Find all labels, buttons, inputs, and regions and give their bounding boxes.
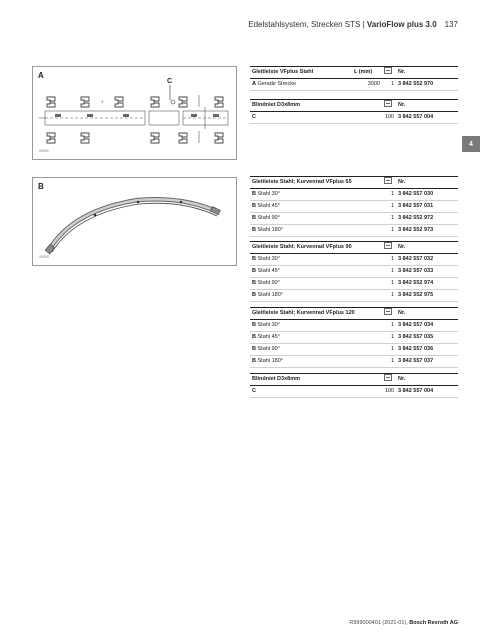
package-icon: [384, 308, 392, 319]
nr-header: Nr.: [398, 102, 406, 108]
table-header: [250, 373, 458, 386]
nr-header: Nr.: [398, 244, 406, 250]
length-value: 3000: [367, 81, 380, 87]
table-header: [250, 176, 458, 189]
qty-value: 100: [384, 388, 394, 394]
table-row: B Stahl 180° 1 3 842 552 973: [250, 225, 458, 237]
dim-y-label: Y: [101, 99, 104, 104]
table-row: B Stahl 30° 1 3 842 557 030: [250, 189, 458, 201]
curved-guide-rail-drawing: [33, 178, 236, 265]
table-header: [250, 241, 458, 254]
table-title: Gleitleiste VFplus Stahl: [252, 69, 314, 75]
table-blindniet-1: [250, 99, 458, 124]
nr-header: Nr.: [398, 310, 406, 316]
part-number: 3 842 557 004: [398, 114, 434, 120]
qty-value: 100: [384, 114, 394, 120]
table-header: [250, 66, 458, 79]
table-row: B Stahl 30° 1 3 842 557 034: [250, 320, 458, 332]
table-header: [250, 307, 458, 320]
qty-value: 1: [390, 81, 394, 87]
table-gleitleiste-gerade: [250, 66, 458, 91]
package-icon: [384, 374, 392, 385]
package-icon: [384, 67, 392, 78]
table-title: Gleitleiste Stahl; Kurvenrad VFplus 120: [252, 310, 355, 316]
figure-a-letter: A: [38, 71, 44, 80]
table-blindniet-2: [250, 373, 458, 398]
table-row: C 100 3 842 557 004: [250, 386, 458, 398]
table-kurvenrad-65: [250, 176, 458, 237]
table-row: B Stahl 180° 1 3 842 557 037: [250, 356, 458, 368]
page-number: 137: [444, 20, 458, 29]
chapter-tab[interactable]: 4: [462, 136, 480, 152]
table-row: B Stahl 90° 1 3 842 552 974: [250, 278, 458, 290]
straight-guide-rail-drawing: [33, 67, 236, 159]
nr-header: Nr.: [398, 69, 406, 75]
table-row: B Stahl 45° 1 3 842 557 033: [250, 266, 458, 278]
table-row: B Stahl 45° 1 3 842 557 035: [250, 332, 458, 344]
table-title: Gleitleiste Stahl; Kurvenrad VFplus 90: [252, 244, 352, 250]
table-row: B Stahl 30° 1 3 842 557 032: [250, 254, 458, 266]
table-title: Blindniet D3x8mm: [252, 102, 300, 108]
header-product: VarioFlow plus 3.0: [366, 20, 437, 29]
nr-header: Nr.: [398, 376, 406, 382]
package-icon: [384, 242, 392, 253]
table-row: B Stahl 180° 1 3 842 552 975: [250, 290, 458, 302]
page-footer: [349, 620, 458, 626]
callout-c: C: [167, 78, 173, 85]
page-header: [248, 20, 458, 29]
table-row: B Stahl 90° 1 3 842 552 972: [250, 213, 458, 225]
top-profiles: [47, 97, 223, 107]
table-row: C 100 3 842 557 004: [250, 112, 458, 124]
table-title: Blindniet D3x8mm: [252, 376, 300, 382]
footer-ref: R999000401 (2021-01),: [349, 620, 410, 626]
package-icon: [384, 100, 392, 111]
header-title: Edelstahlsystem, Strecken STS |: [248, 20, 367, 29]
figure-b-letter: B: [38, 182, 44, 191]
figure-b: [32, 177, 237, 266]
bottom-profiles: [47, 133, 223, 143]
table-title: Gleitleiste Stahl; Kurvenrad VFplus 65: [252, 179, 352, 185]
figure-a: [32, 66, 237, 160]
table-row: B Stahl 90° 1 3 842 557 036: [250, 344, 458, 356]
table-kurvenrad-90: [250, 241, 458, 302]
table-row: B Stahl 45° 1 3 842 557 031: [250, 201, 458, 213]
footer-company: Bosch Rexroth AG: [409, 620, 458, 626]
figure-a-code: 00000: [39, 149, 49, 153]
rail-section: [39, 107, 228, 129]
length-header: L (mm): [354, 69, 373, 75]
table-kurvenrad-120: [250, 307, 458, 368]
package-icon: [384, 177, 392, 188]
figure-b-code: 00000: [39, 255, 49, 259]
part-number: 3 842 557 004: [398, 388, 434, 394]
part-number: 3 842 552 970: [398, 81, 434, 87]
nr-header: Nr.: [398, 179, 406, 185]
table-header: [250, 99, 458, 112]
table-row: A Gerade Strecke 3000 1 3 842 552 970: [250, 79, 458, 91]
